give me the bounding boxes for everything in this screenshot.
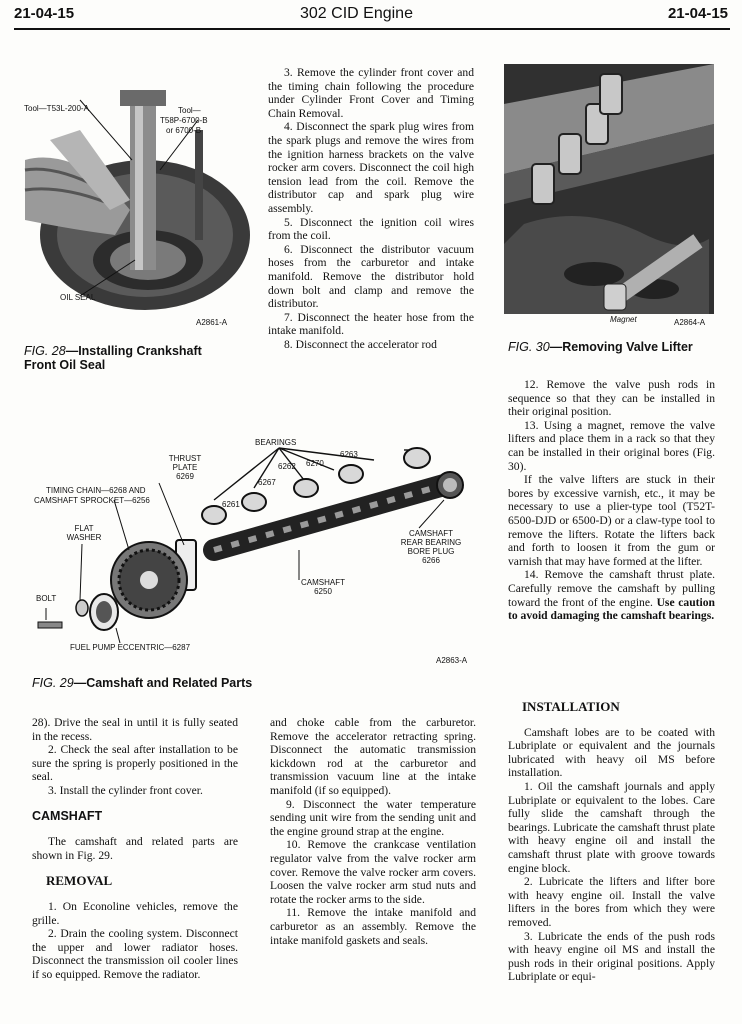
paragraph: 3. Remove the cylinder front cover and the timing chain following the procedure under Cylinder Front Cover and Timing Chain Removal. xyxy=(268,66,474,120)
middle-column-bottom xyxy=(270,716,476,947)
paragraph: If the valve lifters are stuck in their bores by excessive varnish, etc., it may be necessary to use a plier-type tool (T52T-6500-DJD or 6500-D) or a claw-type tool to remove the lifters. Rotate the lifters back and forth to loosen it from the gum or varnish that may have formed at the lifter. xyxy=(508,473,715,568)
fig28-tool2-label-c: or 6700-B xyxy=(166,126,202,135)
fig29-washer-line2: WASHER xyxy=(66,533,102,542)
fig28-tool2-label-a: Tool— xyxy=(178,106,201,115)
paragraph: 8. Disconnect the accelerator rod xyxy=(284,337,437,351)
fig29-6261-label: 6261 xyxy=(222,500,240,509)
middle-column-top xyxy=(268,66,474,351)
paragraph: 13. Using a magnet, remove the valve lifters and place them in a rack so that they can be installed in their original bores (Fig. 30). xyxy=(508,418,715,473)
fig28-tool2-label-b: T58P-6700-B xyxy=(160,116,208,125)
installation-section xyxy=(508,700,715,984)
paragraph: 28). Drive the seal in until it is fully seated in the recess. xyxy=(32,716,238,743)
fig28-tool1-label: Tool—T53L-200-A xyxy=(24,104,89,113)
fig29-caption-prefix: FIG. 29 xyxy=(32,676,74,690)
fig29-eccentric-label: FUEL PUMP ECCENTRIC—6287 xyxy=(70,643,191,652)
page-number-right: 21-04-15 xyxy=(667,5,728,22)
paragraph: 2. Drain the cooling system. Disconnect the upper and lower radiator hoses. Disconnect the transmission oil cooler lines if so equipped. Remove the radiator. xyxy=(32,927,238,981)
fig29-bearings-label: BEARINGS xyxy=(255,438,297,447)
header-rule xyxy=(14,28,730,30)
installation-heading: INSTALLATION xyxy=(522,699,620,714)
fig29-6262-label: 6262 xyxy=(278,462,296,471)
page-number-left: 21-04-15 xyxy=(14,5,75,22)
fig29-6263-label: 6263 xyxy=(340,450,358,459)
fig28-caption-line1: —Installing Crankshaft xyxy=(65,344,202,358)
fig29-6267-label: 6267 xyxy=(258,478,276,487)
paragraph: 3. Lubricate the ends of the push rods with heavy engine oil MS and install the push rods in their original positions. Apply Lubriplate or equi- xyxy=(508,929,715,984)
fig28-illustration xyxy=(20,60,260,340)
paragraph: 6. Disconnect the distributor vacuum hoses from the carburetor and intake manifold. Remove the distributor hold down bolt and clamp and remove the distributor. xyxy=(268,242,474,311)
fig29-washer-label xyxy=(64,524,104,542)
fig29-plug-label xyxy=(398,529,464,565)
fig29-plug-line2: REAR BEARING xyxy=(400,538,462,547)
removal-heading: REMOVAL xyxy=(46,873,113,889)
fig29-thrust-plate-line3: 6269 xyxy=(176,472,194,481)
fig29-thrust-plate-line2: PLATE xyxy=(172,463,198,472)
fig28-caption-prefix: FIG. 28 xyxy=(24,344,66,358)
fig30-caption xyxy=(508,340,728,354)
fig29-camshaft-line1: CAMSHAFT xyxy=(301,578,345,587)
paragraph: 7. Disconnect the heater hose from the intake manifold. xyxy=(268,310,474,338)
paragraph: and choke cable from the carburetor. Remove the accelerator retracting spring. Disconnect the automatic transmission kickdown rod at the carburetor and transmission vacuum line at the intake manifold (if so equipped). xyxy=(270,716,476,797)
fig30-photo xyxy=(504,64,714,314)
paragraph: 3. Install the cylinder front cover. xyxy=(48,783,203,797)
paragraph: The camshaft and related parts are shown in Fig. 29. xyxy=(32,835,238,862)
paragraph: 12. Remove the valve push rods in sequence so that they can be installed in their original position. xyxy=(508,378,715,419)
paragraph: 5. Disconnect the ignition coil wires from the coil. xyxy=(268,215,474,243)
fig30-caption-prefix: FIG. 30 xyxy=(508,340,550,354)
paragraph: 11. Remove the intake manifold and carburetor as an assembly. Remove the intake manifold gaskets and seals. xyxy=(270,906,476,947)
fig29-camshaft-line2: 6250 xyxy=(314,587,332,596)
fig28-oil-seal-label: OIL SEAL xyxy=(60,293,96,302)
fig30-magnet-label: Magnet xyxy=(610,315,637,324)
fig29-washer-line1: FLAT xyxy=(74,524,94,533)
fig29-caption-text: —Camshaft and Related Parts xyxy=(73,676,253,690)
fig29-bolt-label: BOLT xyxy=(36,594,57,603)
camshaft-heading: CAMSHAFT xyxy=(32,808,103,823)
fig30-code: A2864-A xyxy=(674,318,706,327)
paragraph xyxy=(508,568,715,622)
left-column-bottom xyxy=(32,716,238,982)
fig29-6270-label: 6270 xyxy=(306,459,324,468)
paragraph: 10. Remove the crankcase ventilation regulator valve from the valve rocker arm cover. Remove the valve rocker arm covers. Loosen the valve rocker arm stud nuts and rotate the rocker arms to the side. xyxy=(270,838,476,906)
paragraph: 2. Lubricate the lifters and lifter bore with heavy engine oil. Install the valve lifters in the bores from which they were removed. xyxy=(508,875,715,929)
page-title: 302 CID Engine xyxy=(300,5,413,22)
fig29-caption xyxy=(32,676,332,690)
fig29-camshaft-label xyxy=(298,578,348,596)
paragraph: 1. On Econoline vehicles, remove the grille. xyxy=(32,899,238,927)
step14-caution: Use caution to avoid damaging the camshaft bearings. xyxy=(508,595,715,623)
fig29-thrust-plate-label xyxy=(168,454,202,481)
paragraph: 4. Disconnect the spark plug wires from the spark plugs and remove the wires from the ignition harness brackets on the valve rocker arm covers. Disconnect the coil high tension lead from the coil. Remove the distributor cap and spark plug wire assembly. xyxy=(268,120,474,215)
paragraph: 9. Disconnect the water temperature sending unit wire from the sending unit and the engine ground strap at the engine. xyxy=(270,797,476,838)
fig29-thrust-plate-line1: THRUST xyxy=(168,454,202,463)
fig29-chain-label-1: TIMING CHAIN—6268 AND xyxy=(46,486,146,495)
fig28-caption xyxy=(24,344,264,372)
fig29-code: A2863-A xyxy=(436,656,468,665)
fig30-caption-text: —Removing Valve Lifter xyxy=(549,340,693,354)
right-column-middle xyxy=(508,378,715,623)
paragraph: 1. Oil the camshaft journals and apply Lubriplate or equivalent to the lobes. Care fully slide the camshaft through the bearings. Lubricate the camshaft thrust plate with heavy engine oil and install the camshaft thrust plate with groove towards engine block. xyxy=(508,779,715,875)
step14-text: 14. Remove the camshaft thrust plate. Carefully remove the camshaft by pulling toward the front of the engine. xyxy=(508,568,715,609)
fig28-code: A2861-A xyxy=(196,318,228,327)
fig28-caption-line2: Front Oil Seal xyxy=(24,358,106,372)
fig29-plug-line3: BORE PLUG xyxy=(407,547,455,556)
paragraph: Camshaft lobes are to be coated with Lubriplate or equivalent and the journals lubricated with heavy oil MS before installation. xyxy=(508,725,715,780)
fig29-plug-line1: CAMSHAFT xyxy=(409,529,453,538)
fig29-chain-label-2: CAMSHAFT SPROCKET—6256 xyxy=(34,496,150,505)
fig29-plug-line4: 6266 xyxy=(422,556,440,565)
paragraph: 2. Check the seal after installation to be sure the spring is properly positioned in the seal. xyxy=(32,743,238,784)
